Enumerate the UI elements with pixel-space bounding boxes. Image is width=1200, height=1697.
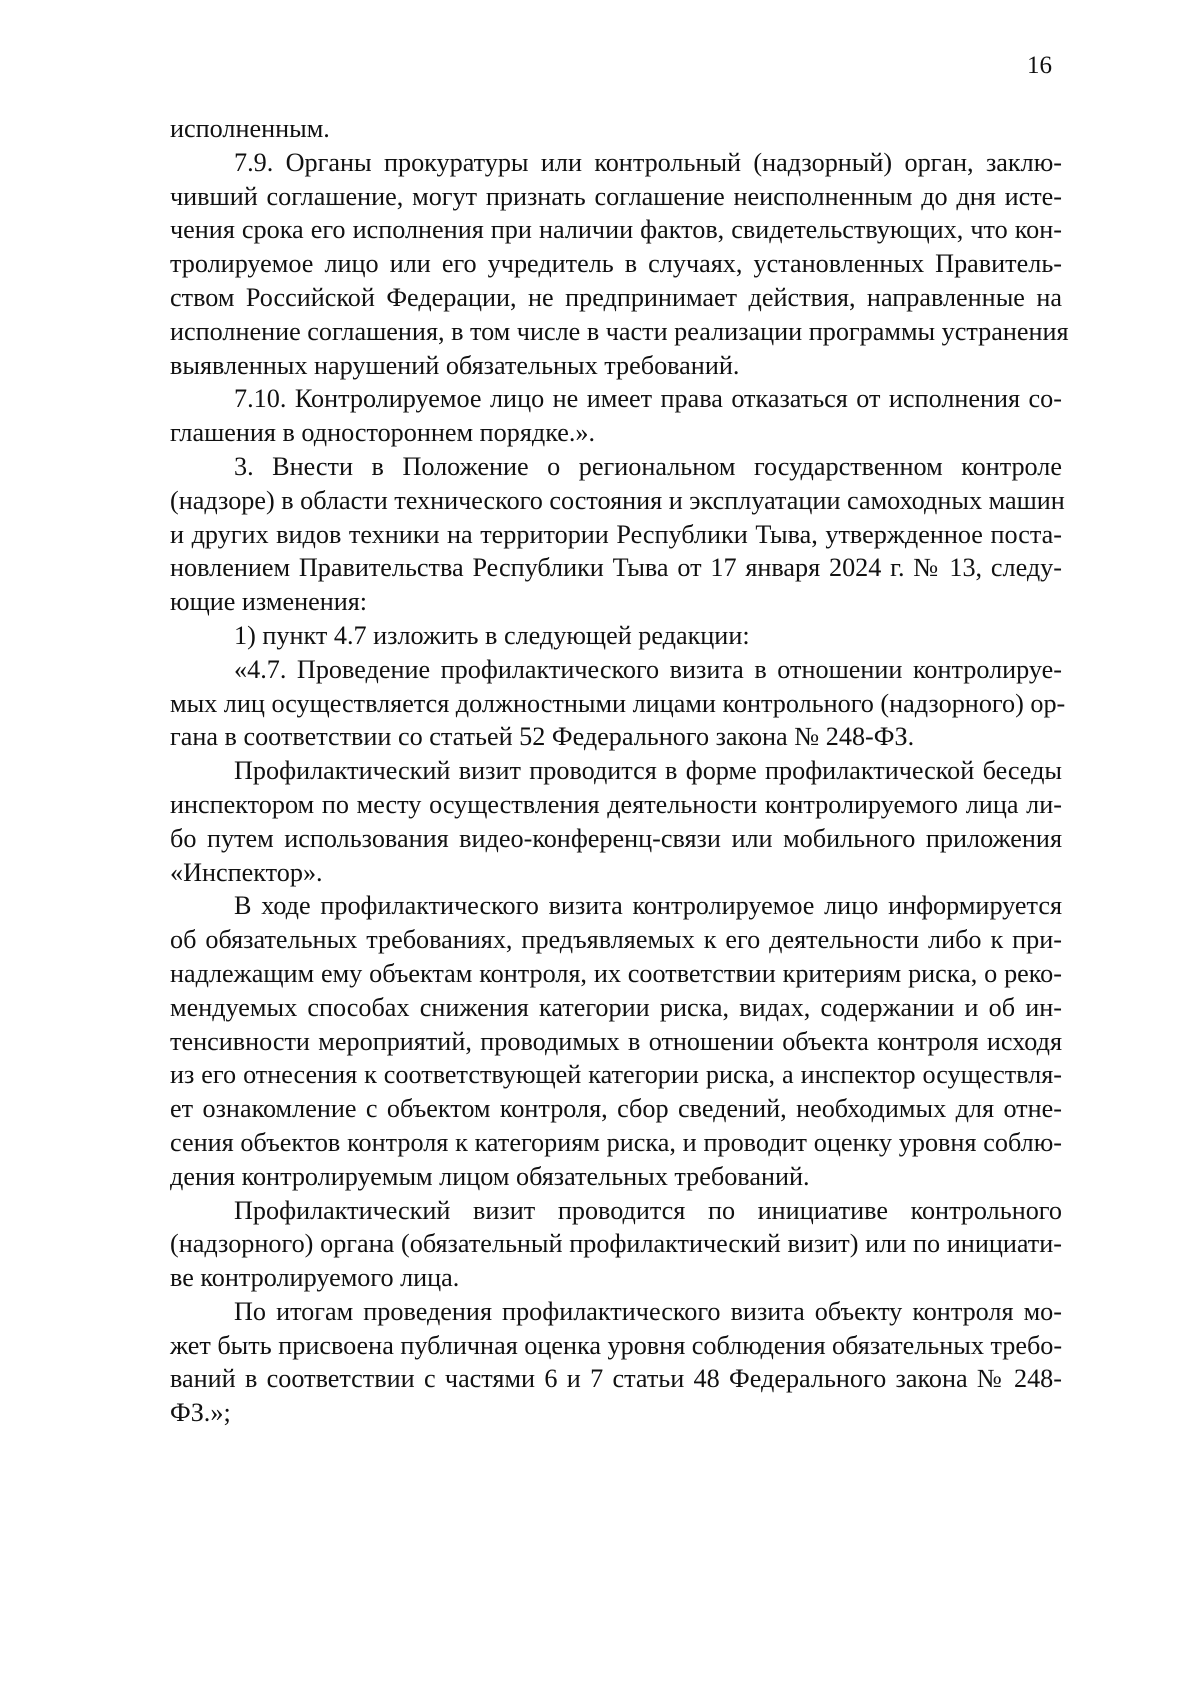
- text-line: В ходе профилактического визита контролируемое лицо информируется: [234, 891, 1062, 921]
- paragraph-subitem-1: [170, 619, 1062, 653]
- paragraph-7-9: [170, 146, 1069, 383]
- text-line: тролируемое лицо или его учредитель в случаях, установленных Правитель-: [170, 249, 1062, 279]
- paragraph-item-3: [170, 450, 1065, 619]
- text-line: 7.9. Органы прокуратуры или контрольный (надзорный) орган, заклю-: [234, 147, 1062, 177]
- text-line: ве контролируемого лица.: [170, 1263, 460, 1293]
- paragraph-continuation: [170, 112, 1062, 146]
- text-line: ющие изменения:: [170, 587, 368, 617]
- document-body: [170, 112, 1069, 1430]
- text-line: ет ознакомление с объектом контроля, сбор сведений, необходимых для отне-: [170, 1094, 1062, 1124]
- text-line: новлением Правительства Республики Тыва от 17 января 2024 г. № 13, следу-: [170, 553, 1062, 583]
- text-line: Профилактический визит проводится по инициативе контрольного: [234, 1195, 1062, 1225]
- text-line: ваний в соответствии с частями 6 и 7 статьи 48 Федерального закона № 248-: [170, 1364, 1062, 1394]
- text-line: гана в соответствии со статьей 52 Федерального закона № 248-ФЗ.: [170, 722, 915, 752]
- text-line: бо путем использования видео-конференц-связи или мобильного приложения: [170, 823, 1062, 853]
- text-line: 1) пункт 4.7 изложить в следующей редакции:: [234, 620, 750, 650]
- paragraph-7-10: [170, 382, 1062, 450]
- text-line: мендуемых способах снижения категории риска, видах, содержании и об ин-: [170, 992, 1062, 1022]
- paragraph-4-7: [170, 653, 1066, 754]
- text-line: чивший соглашение, могут признать соглашение неисполненным до дня истe-: [170, 181, 1062, 211]
- text-line: Профилактический визит проводится в форме профилактической беседы: [234, 756, 1062, 786]
- text-line: По итогам проведения профилактического визита объекту контроля мо-: [234, 1296, 1062, 1326]
- text-line: ФЗ.»;: [170, 1398, 231, 1428]
- paragraph-visit-form: [170, 754, 1062, 889]
- text-line: (надзорного) органа (обязательный профилактический визит) или по инициати-: [170, 1229, 1062, 1259]
- text-line: инспектором по месту осуществления деятельности контролируемого лица ли-: [170, 789, 1062, 819]
- text-line: исполненным.: [170, 114, 330, 143]
- text-line: 7.10. Контролируемое лицо не имеет права отказаться от исполнения со-: [234, 384, 1062, 414]
- paragraph-visit-course: [170, 889, 1062, 1193]
- text-line: сения объектов контроля к категориям риска, и проводит оценку уровня соблю-: [170, 1127, 1062, 1157]
- text-line: об обязательных требованиях, предъявляемых к его деятельности либо к при-: [170, 925, 1062, 955]
- text-line: глашения в одностороннем порядке.».: [170, 418, 596, 448]
- text-line: ством Российской Федерации, не предпринимает действия, направленные на: [170, 282, 1062, 312]
- text-line: жет быть присвоена публичная оценка уровня соблюдения обязательных требо-: [170, 1330, 1063, 1360]
- text-line: надлежащим ему объектам контроля, их соответствии критериям риска, о реко-: [170, 958, 1062, 988]
- text-line: и других видов техники на территории Республики Тыва, утвержденное поста-: [170, 519, 1062, 549]
- paragraph-visit-results: [170, 1295, 1062, 1430]
- text-line: дения контролируемым лицом обязательных требований.: [170, 1161, 810, 1191]
- paragraph-visit-initiative: [170, 1194, 1062, 1295]
- text-line: исполнение соглашения, в том числе в части реализации программы устранения: [170, 316, 1069, 346]
- text-line: «4.7. Проведение профилактического визита в отношении контролируе-: [234, 654, 1062, 684]
- text-line: тенсивности мероприятий, проводимых в отношении объекта контроля исходя: [170, 1026, 1062, 1056]
- text-line: 3. Внести в Положение о региональном государственном контроле: [234, 451, 1062, 481]
- text-line: мых лиц осуществляется должностными лицами контрольного (надзорного) ор-: [170, 688, 1066, 718]
- text-line: (надзоре) в области технического состояния и эксплуатации самоходных машин: [170, 485, 1065, 515]
- text-line: выявленных нарушений обязательных требований.: [170, 350, 740, 380]
- text-line: «Инспектор».: [170, 857, 323, 887]
- text-line: чения срока его исполнения при наличии фактов, свидетельствующих, что кон-: [170, 215, 1062, 245]
- text-line: из его отнесения к соответствующей категории риска, а инспектор осуществля-: [170, 1060, 1062, 1090]
- page-number: 16: [1027, 52, 1052, 79]
